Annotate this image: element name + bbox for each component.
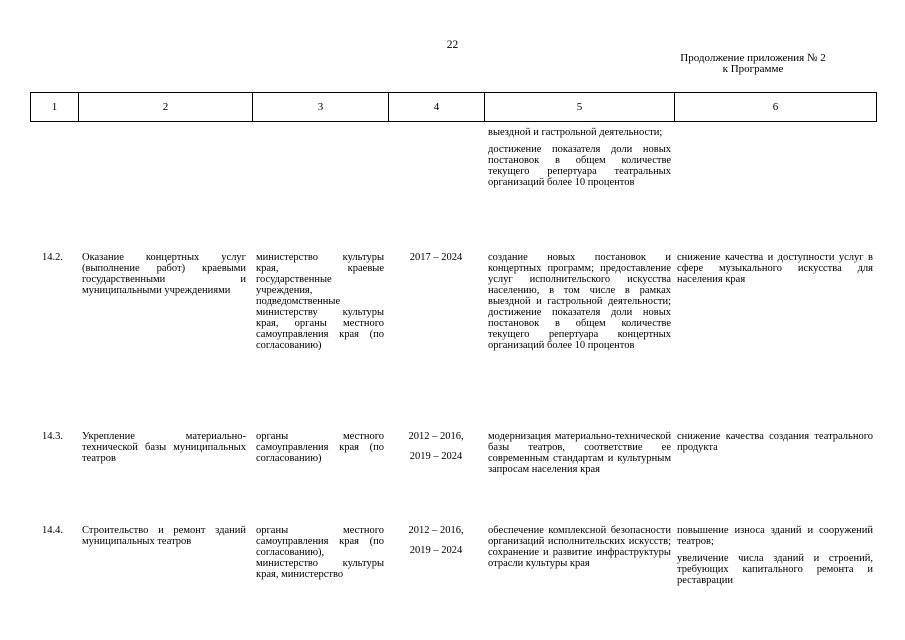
header-cell-5: 5 <box>484 93 674 121</box>
carryover-paragraph: достижение показателя доли новых постановок в общем количестве текущего репертуара театральных организаций более 10 процентов <box>488 144 671 188</box>
header-cell-6: 6 <box>674 93 877 121</box>
row-number: 14.2. <box>42 252 63 263</box>
row-result <box>488 431 671 475</box>
row-name: Строительство и ремонт зданий муниципальных театров <box>82 525 246 547</box>
carryover-col5 <box>488 127 671 188</box>
row-name: Укрепление материально-технической базы муниципальных театров <box>82 431 246 464</box>
continuation-line-1: Продолжение приложения № 2 <box>680 52 826 64</box>
row-period <box>392 427 480 467</box>
row-name: Оказание концертных услуг (выполнение работ) краевыми государственными и муниципальными учреждениями <box>82 252 246 296</box>
result-paragraph: создание новых постановок и концертных программ; предоставление услуг исполнительского искусства населению, в том числе в рамках выездной и гастрольной деятельности; достижение показателя доли новых постановок в общем количестве текущего репертуара концертных организаций более 10 процентов <box>488 252 671 351</box>
period-line: 2012 – 2016, <box>408 525 464 536</box>
carryover-paragraph: выездной и гастрольной деятельности; <box>488 127 663 138</box>
row-consequence <box>677 252 873 285</box>
row-executor: министерство культуры края, краевые государственные учреждения, подведомственные министерству культуры края, органы местного самоуправления края (по согласованию) <box>256 252 384 351</box>
page-number: 22 <box>446 39 459 51</box>
row-executor: органы местного самоуправления края (по согласованию), министерство культуры края, министерство <box>256 525 384 580</box>
row-period <box>392 252 480 263</box>
table-header <box>30 92 877 122</box>
header-cell-3: 3 <box>252 93 388 121</box>
period-line: 2017 – 2024 <box>409 252 463 263</box>
consequence-paragraph: увеличение числа зданий и строений, требующих капитального ремонта и реставрации <box>677 553 873 586</box>
continuation-note <box>640 53 866 75</box>
row-executor: органы местного самоуправления края (по согласованию) <box>256 431 384 464</box>
row-number: 14.4. <box>42 525 63 536</box>
period-line: 2012 – 2016, <box>408 431 464 442</box>
row-consequence <box>677 525 873 586</box>
header-cell-1: 1 <box>30 93 78 121</box>
result-paragraph: обеспечение комплексной безопасности организаций исполнительских искусств; сохранение и развитие инфраструктуры отрасли культуры края <box>488 525 671 569</box>
row-number: 14.3. <box>42 431 63 442</box>
consequence-paragraph: повышение износа зданий и сооружений театров; <box>677 525 873 547</box>
result-paragraph: модернизация материально-технической базы театров, соответствие ее современным стандартам и культурным запросам населения края <box>488 431 671 475</box>
period-line: 2019 – 2024 <box>409 545 463 556</box>
consequence-paragraph: снижение качества создания театрального продукта <box>677 431 873 453</box>
header-cell-4: 4 <box>388 93 484 121</box>
row-result <box>488 525 671 569</box>
consequence-paragraph: снижение качества и доступности услуг в сфере музыкального искусства для населения края <box>677 252 873 285</box>
row-consequence <box>677 431 873 453</box>
period-line: 2019 – 2024 <box>409 451 463 462</box>
continuation-line-2: к Программе <box>722 63 784 75</box>
row-result <box>488 252 671 351</box>
header-cell-2: 2 <box>78 93 252 121</box>
row-period <box>392 521 480 561</box>
